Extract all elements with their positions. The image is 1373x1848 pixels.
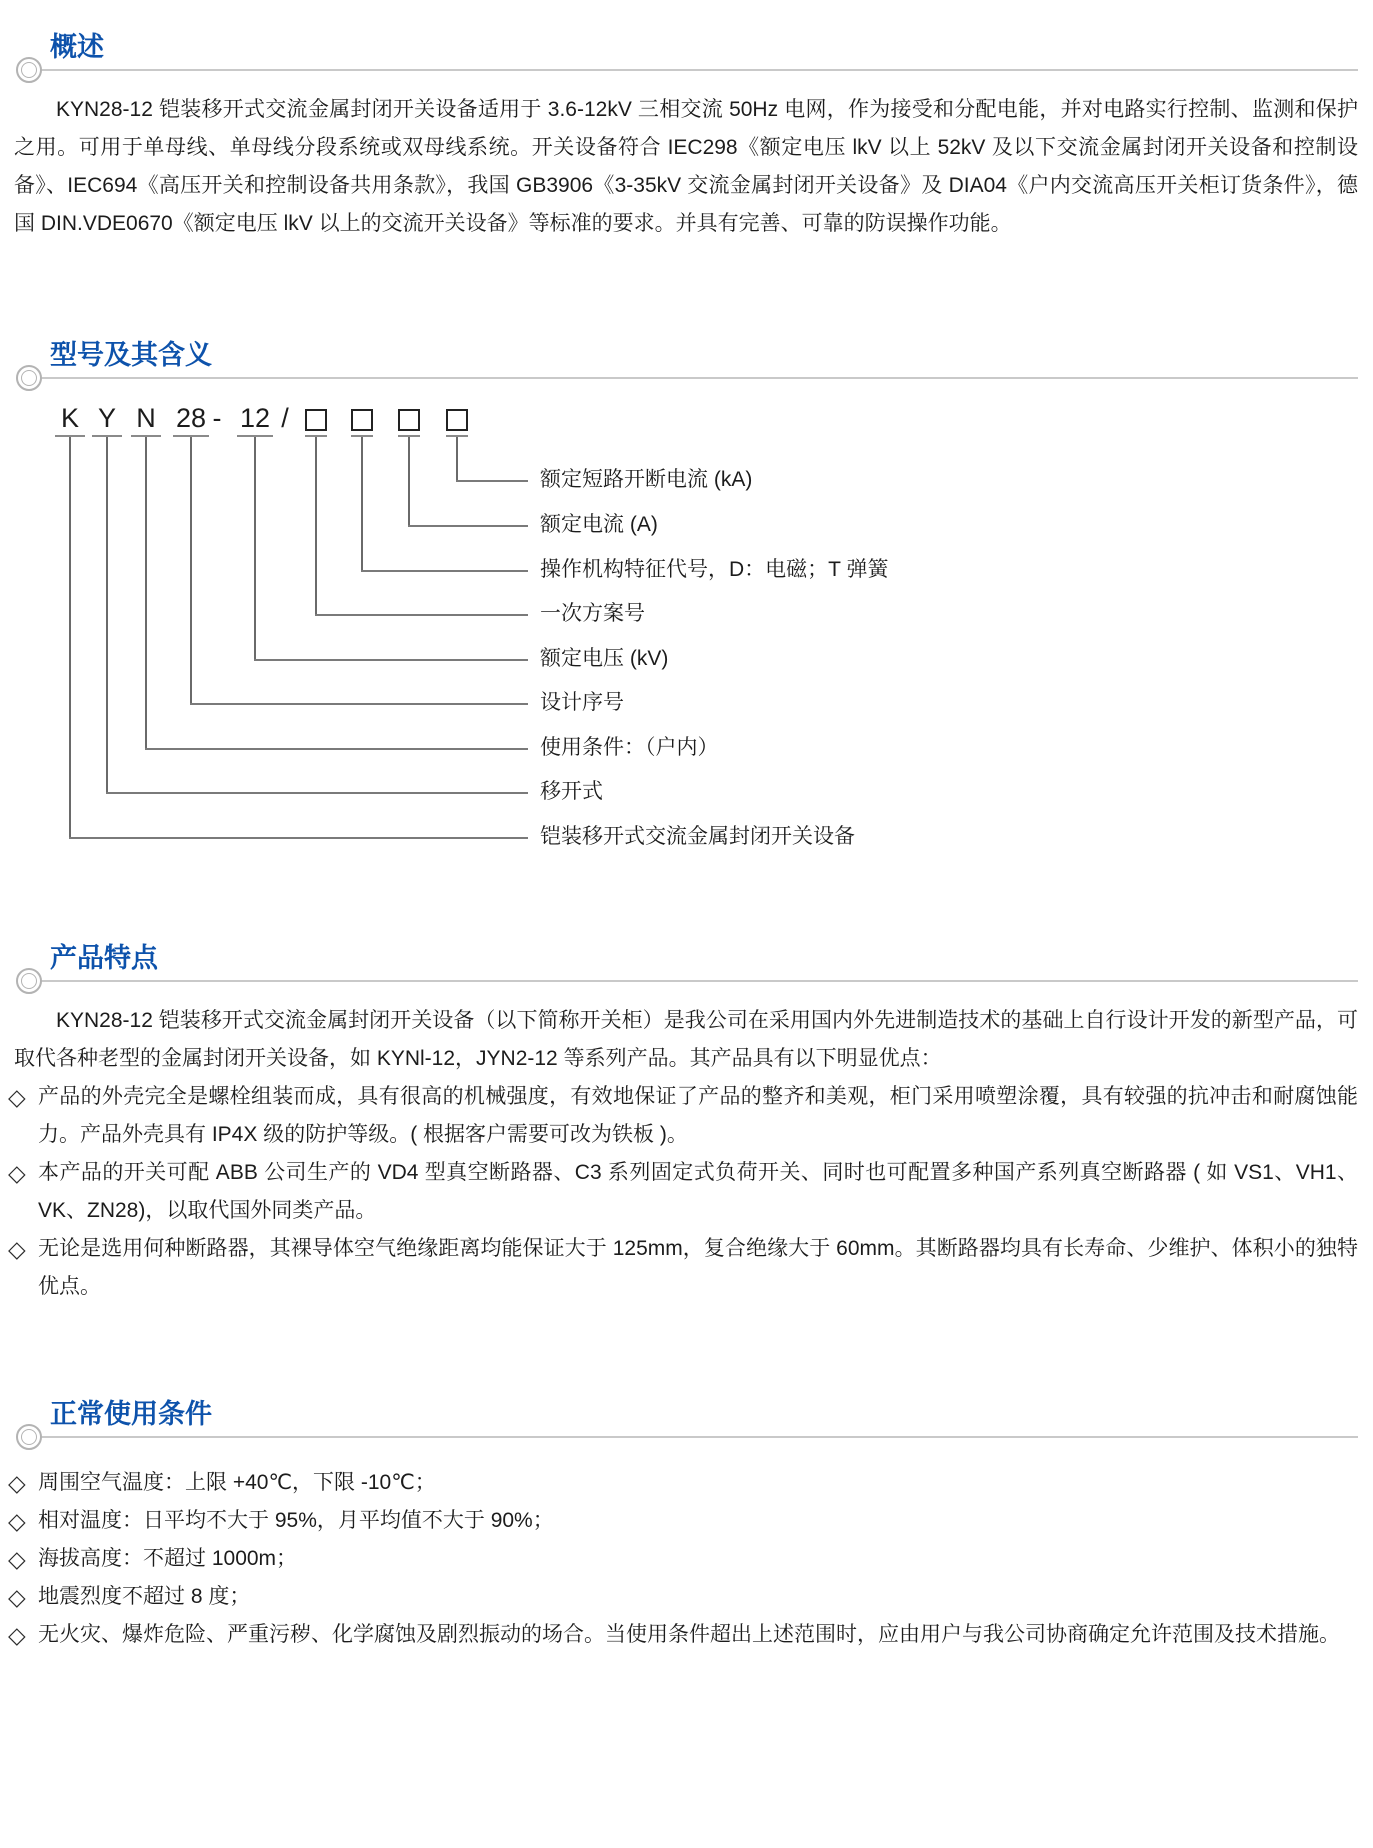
connector-line — [145, 437, 147, 748]
model-placeholder-box — [446, 409, 468, 431]
connector-line — [69, 837, 528, 839]
model-placeholder-box — [351, 409, 373, 431]
conditions-bullet-list — [8, 1464, 1358, 1654]
diamond-bullet-icon: ◇ — [8, 1622, 26, 1648]
list-item — [8, 1502, 1358, 1540]
diamond-bullet-icon: ◇ — [8, 1584, 26, 1610]
connector-line — [145, 748, 528, 750]
connector-line — [315, 614, 528, 616]
model-label: 操作机构特征代号，D：电磁；T 弹簧 — [540, 558, 889, 581]
model-placeholder-box — [398, 409, 420, 431]
bullet-text: 地震烈度不超过 8 度； — [38, 1585, 251, 1608]
model-char-Y: Y — [97, 403, 117, 433]
bullet-text: 周围空气温度：上限 +40℃，下限 -10℃； — [38, 1471, 436, 1494]
model-label: 设计序号 — [540, 691, 624, 714]
model-label: 一次方案号 — [540, 602, 645, 625]
diamond-bullet-icon: ◇ — [8, 1084, 26, 1110]
model-label: 铠装移开式交流金属封闭开关设备 — [540, 825, 855, 848]
bullet-text: 本产品的开关可配 ABB 公司生产的 VD4 型真空断路器、C3 系列固定式负荷开关、同时也可配置多种国产系列真空断路器 ( 如 VS1、VH1、VK、ZN28)，以取代国外同类产品。 — [38, 1161, 1358, 1222]
list-item — [8, 1616, 1358, 1654]
connector-line — [408, 437, 410, 525]
model-char-N: N — [136, 403, 156, 433]
list-item — [8, 1464, 1358, 1502]
bullet-text: 无火灾、爆炸危险、严重污秽、化学腐蚀及剧烈振动的场合。当使用条件超出上述范围时，应由用户与我公司协商确定允许范围及技术措施。 — [38, 1623, 1340, 1646]
features-bullet-list — [8, 1078, 1358, 1306]
section-header — [30, 25, 1358, 71]
connector-line — [254, 659, 528, 661]
section-bullet-ring-icon — [16, 968, 42, 994]
model-label: 额定电流 (A) — [540, 513, 658, 536]
model-char-K: K — [60, 403, 80, 433]
connector-line — [190, 703, 528, 705]
section-bullet-ring-icon — [16, 1424, 42, 1450]
features-paragraph: KYN28-12 铠装移开式交流金属封闭开关设备（以下简称开关柜）是我公司在采用国内外先进制造技术的基础上自行设计开发的新型产品，可取代各种老型的金属封闭开关设备，如 KYNl-12，JYN2-12 等系列产品。其产品具有以下明显优点： — [14, 1009, 1358, 1070]
connector-line — [69, 437, 71, 837]
section-header — [30, 1392, 1358, 1438]
section-service-conditions — [0, 1392, 1373, 1654]
model-label: 移开式 — [540, 780, 603, 803]
bullet-text: 产品的外壳完全是螺栓组装而成，具有很高的机械强度，有效地保证了产品的整齐和美观，柜门采用喷塑涂覆，具有较强的抗冲击和耐腐蚀能力。产品外壳具有 IP4X 级的防护等级。( 根据客户需要可改为铁板 )。 — [38, 1085, 1358, 1146]
model-label: 额定电压 (kV) — [540, 647, 669, 670]
connector-line — [106, 792, 528, 794]
model-char-28: 28 — [175, 403, 207, 433]
diamond-bullet-icon: ◇ — [8, 1236, 26, 1262]
list-item — [8, 1078, 1358, 1154]
connector-line — [190, 437, 192, 703]
diamond-bullet-icon: ◇ — [8, 1470, 26, 1496]
bullet-text: 海拔高度：不超过 1000m； — [38, 1547, 298, 1570]
section-overview — [0, 25, 1373, 243]
diamond-bullet-icon: ◇ — [8, 1508, 26, 1534]
section-header — [30, 936, 1358, 982]
model-placeholder-box — [305, 409, 327, 431]
list-item — [8, 1230, 1358, 1306]
connector-line — [456, 480, 528, 482]
section-title-model: 型号及其含义 — [50, 340, 212, 370]
model-char-slash: / — [281, 403, 289, 433]
connector-line — [456, 437, 458, 480]
connector-line — [361, 570, 528, 572]
section-bullet-ring-icon — [16, 57, 42, 83]
model-char-12: 12 — [239, 403, 271, 433]
section-bullet-ring-icon — [16, 365, 42, 391]
section-title-overview: 概述 — [50, 32, 104, 62]
connector-line — [315, 437, 317, 614]
model-designation-diagram — [0, 379, 1373, 879]
section-model-designation — [0, 333, 1373, 879]
section-title-features: 产品特点 — [50, 943, 158, 973]
bullet-text: 无论是选用何种断路器，其裸导体空气绝缘距离均能保证大于 125mm，复合绝缘大于 60mm。其断路器均具有长寿命、少维护、体积小的独特优点。 — [38, 1237, 1358, 1298]
connector-line — [106, 437, 108, 792]
list-item — [8, 1154, 1358, 1230]
overview-paragraph: KYN28-12 铠装移开式交流金属封闭开关设备适用于 3.6-12kV 三相交流 50Hz 电网，作为接受和分配电能，并对电路实行控制、监测和保护之用。可用于单母线、单母线分段系统或双母线系统。开关设备符合 IEC298《额定电压 lkV 以上 52kV 及以下交流金属封闭开关设备和控制设备》、IEC694《高压开关和控制设备共用条款》，我国 GB3906《3-35kV 交流金属封闭开关设备》及 DIA04《户内交流高压开关柜订货条件》，德国 DIN.VDE0670《额定电压 lkV 以上的交流开关设备》等标准的要求。并具有完善、可靠的防误操作功能。 — [14, 98, 1358, 235]
diamond-bullet-icon: ◇ — [8, 1546, 26, 1572]
model-label: 使用条件：（户内） — [540, 736, 719, 759]
connector-line — [408, 525, 528, 527]
diamond-bullet-icon: ◇ — [8, 1160, 26, 1186]
section-product-features — [0, 936, 1373, 1306]
section-title-conditions: 正常使用条件 — [50, 1399, 212, 1429]
connector-line — [361, 437, 363, 570]
model-label: 额定短路开断电流 (kA) — [540, 468, 753, 491]
list-item — [8, 1540, 1358, 1578]
section-header — [30, 333, 1358, 379]
list-item — [8, 1578, 1358, 1616]
bullet-text: 相对温度：日平均不大于 95%，月平均值不大于 90%； — [38, 1509, 554, 1532]
model-char-dash: - — [212, 403, 222, 433]
connector-line — [254, 437, 256, 659]
